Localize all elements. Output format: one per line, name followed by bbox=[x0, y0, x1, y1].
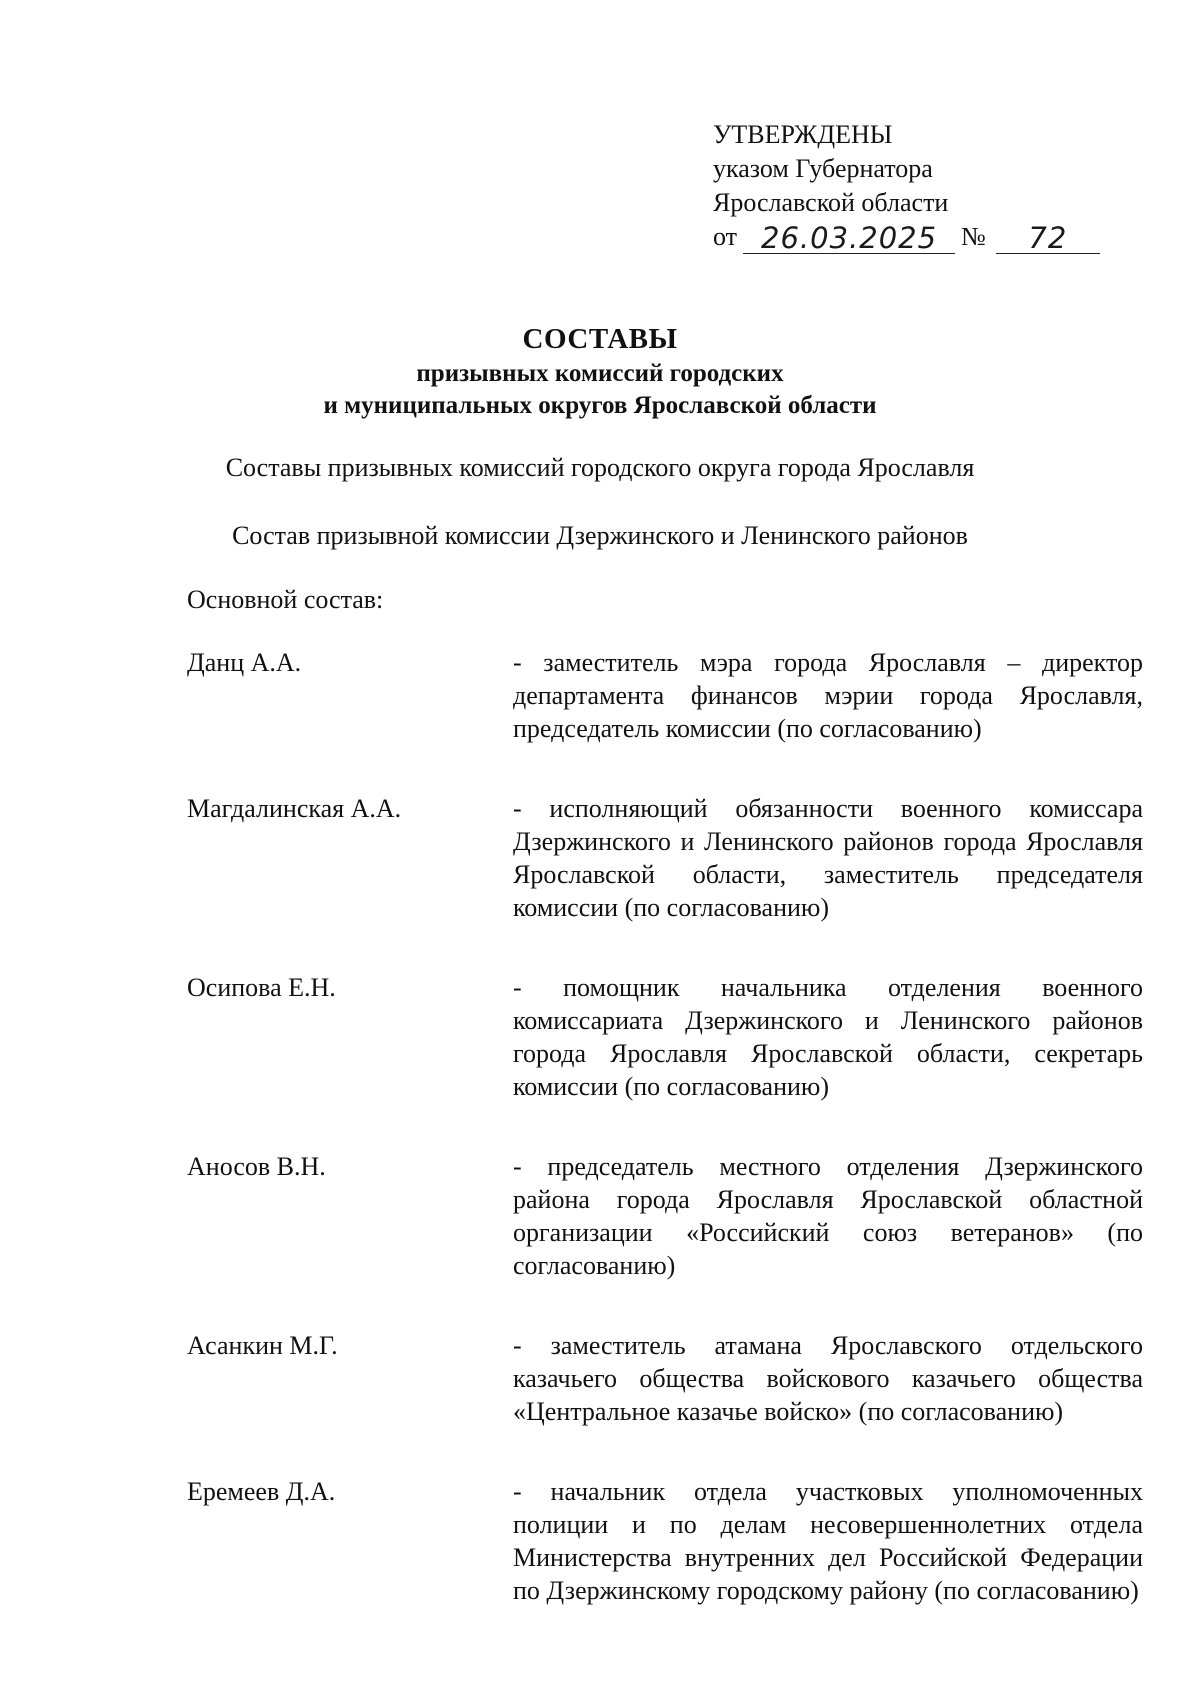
member-name: Магдалинская А.А. bbox=[187, 794, 402, 823]
member-name: Асанкин М.Г. bbox=[187, 1331, 338, 1360]
from-label: от bbox=[713, 222, 738, 251]
member-row bbox=[187, 1475, 1143, 1607]
title-subline-1: призывных комиссий городских bbox=[416, 360, 784, 387]
member-row bbox=[187, 971, 1143, 1103]
member-role: - заместитель мэра города Ярославля – директор департамента финансов мэрии города Ярославля, председатель комиссии (по согласованию) bbox=[513, 648, 1143, 743]
approval-title: УТВЕРЖДЕНЫ bbox=[713, 120, 893, 149]
handwritten-date: 26.03.2025 bbox=[743, 223, 955, 254]
handwritten-number: 72 bbox=[996, 223, 1100, 254]
member-role: - исполняющий обязанности военного комиссара Дзержинского и Ленинского районов города Ярославля Ярославской области, заместитель председателя комиссии (по согласованию) bbox=[513, 794, 1143, 922]
member-name: Данц А.А. bbox=[187, 648, 302, 677]
member-row bbox=[187, 646, 1143, 745]
number-sign: № bbox=[961, 222, 986, 251]
main-composition-label: Основной состав: bbox=[187, 585, 384, 614]
approval-date-row bbox=[713, 220, 1133, 254]
member-name: Аносов В.Н. bbox=[187, 1152, 326, 1181]
member-role: - председатель местного отделения Дзержинского района города Ярославля Ярославской областной организации «Российский союз ветеранов» (по согласованию) bbox=[513, 1152, 1143, 1280]
district-commission-heading: Состав призывной комиссии Дзержинского и Ленинского районов bbox=[232, 521, 968, 550]
title-main: СОСТАВЫ bbox=[522, 323, 678, 355]
document-title bbox=[0, 320, 1200, 422]
member-role: - начальник отдела участковых уполномоченных полиции и по делам несовершеннолетних отдела Министерства внутренних дел Российской Федерации по Дзержинскому городскому району (по согласованию) bbox=[513, 1477, 1143, 1605]
member-name: Еремеев Д.А. bbox=[187, 1477, 336, 1506]
approval-stamp bbox=[713, 118, 1133, 254]
member-role: - заместитель атамана Ярославского отдельского казачьего общества войскового казачьего общества «Центральное казачье войско» (по согласованию) bbox=[513, 1331, 1143, 1426]
members-list bbox=[187, 646, 1143, 1607]
member-row bbox=[187, 792, 1143, 924]
member-name: Осипова Е.Н. bbox=[187, 973, 336, 1002]
member-row bbox=[187, 1150, 1143, 1282]
approval-region: Ярославской области bbox=[713, 188, 949, 217]
member-row bbox=[187, 1329, 1143, 1428]
member-role: - помощник начальника отделения военного комиссариата Дзержинского и Ленинского районов города Ярославля Ярославской области, секретарь комиссии (по согласованию) bbox=[513, 973, 1143, 1101]
title-subline-2: и муниципальных округов Ярославской области bbox=[323, 392, 877, 419]
city-commissions-heading: Составы призывных комиссий городского округа города Ярославля bbox=[225, 453, 975, 482]
approval-decree: указом Губернатора bbox=[713, 154, 933, 183]
